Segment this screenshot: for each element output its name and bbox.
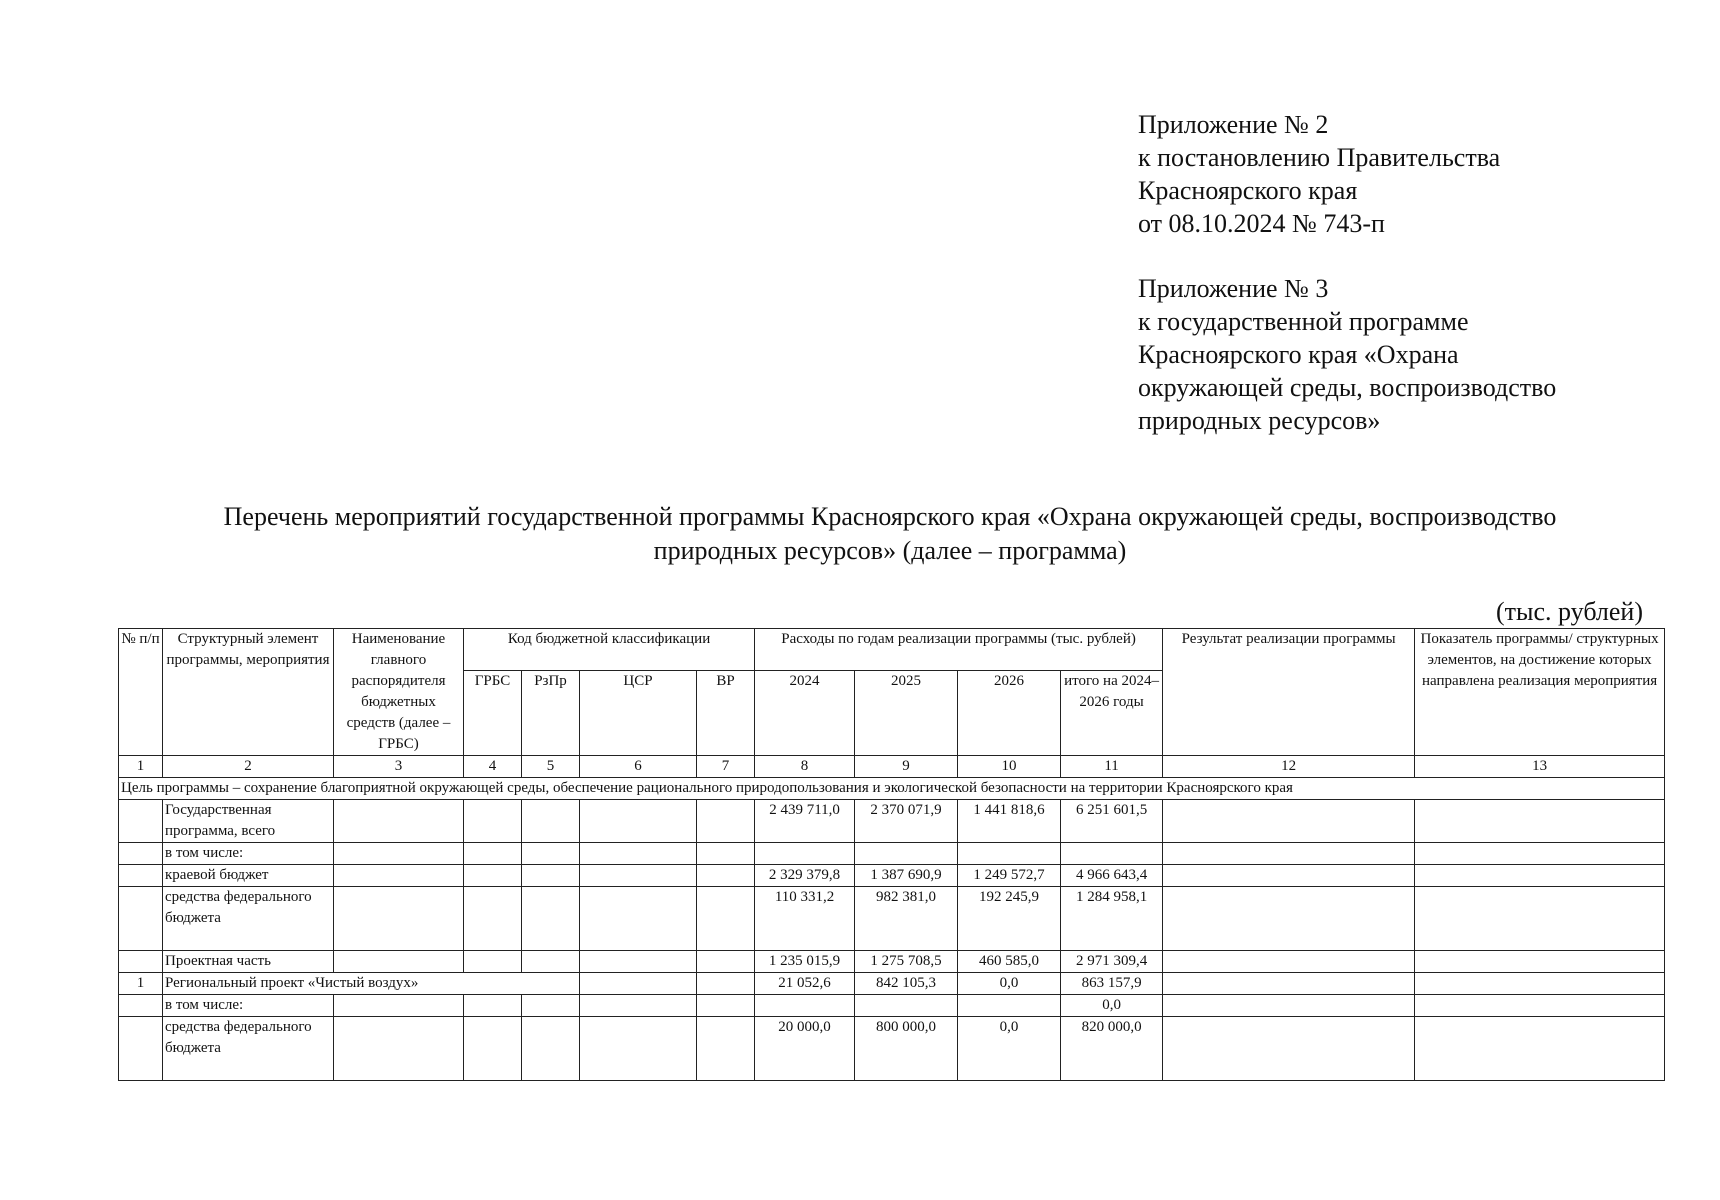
row-2025: 982 381,0 <box>855 887 958 951</box>
program-goal-row <box>119 778 1665 800</box>
annex-2-header <box>1138 108 1500 240</box>
empty-cell <box>697 887 755 951</box>
row-2026 <box>958 995 1061 1017</box>
row-2024: 20 000,0 <box>755 1017 855 1081</box>
empty-cell <box>334 843 464 865</box>
empty-cell <box>522 995 580 1017</box>
column-numbers-row <box>119 756 1665 778</box>
empty-cell <box>1163 995 1415 1017</box>
empty-cell <box>334 1017 464 1081</box>
empty-cell <box>580 1017 697 1081</box>
column-number: 8 <box>755 756 855 778</box>
row-name: средства федерального бюджета <box>163 1017 334 1081</box>
row-2025 <box>855 995 958 1017</box>
column-number: 7 <box>697 756 755 778</box>
row-2026 <box>958 843 1061 865</box>
header-csr: ЦСР <box>580 671 697 756</box>
row-2026: 0,0 <box>958 1017 1061 1081</box>
empty-cell <box>697 1017 755 1081</box>
empty-cell <box>522 865 580 887</box>
empty-cell <box>697 800 755 843</box>
row-no <box>119 800 163 843</box>
row-name: в том числе: <box>163 995 334 1017</box>
empty-cell <box>1415 800 1665 843</box>
annex-line: Приложение № 2 <box>1138 110 1329 139</box>
row-total: 820 000,0 <box>1061 1017 1163 1081</box>
row-2024 <box>755 995 855 1017</box>
column-number: 3 <box>334 756 464 778</box>
row-no <box>119 951 163 973</box>
empty-cell <box>464 951 522 973</box>
document-title <box>120 500 1660 568</box>
header-budget-code: Код бюджетной классификации <box>464 629 755 671</box>
column-number: 5 <box>522 756 580 778</box>
row-total: 2 971 309,4 <box>1061 951 1163 973</box>
empty-cell <box>580 865 697 887</box>
row-no <box>119 1017 163 1081</box>
empty-cell <box>522 800 580 843</box>
row-total <box>1061 843 1163 865</box>
row-2026: 192 245,9 <box>958 887 1061 951</box>
row-2026: 460 585,0 <box>958 951 1061 973</box>
row-total: 1 284 958,1 <box>1061 887 1163 951</box>
row-name: средства федерального бюджета <box>163 887 334 951</box>
row-total: 4 966 643,4 <box>1061 865 1163 887</box>
column-number: 6 <box>580 756 697 778</box>
empty-cell <box>580 995 697 1017</box>
empty-cell <box>697 865 755 887</box>
annex-line: природных ресурсов» <box>1138 406 1381 435</box>
column-number: 10 <box>958 756 1061 778</box>
header-year-2026: 2026 <box>958 671 1061 756</box>
annex-line: к постановлению Правительства <box>1138 143 1501 172</box>
empty-cell <box>464 800 522 843</box>
empty-cell <box>1163 951 1415 973</box>
column-number: 11 <box>1061 756 1163 778</box>
table-row <box>119 887 1665 951</box>
row-total: 0,0 <box>1061 995 1163 1017</box>
empty-cell <box>1163 887 1415 951</box>
header-year-2024: 2024 <box>755 671 855 756</box>
annex-line: от 08.10.2024 № 743-п <box>1138 209 1385 238</box>
row-2025: 1 275 708,5 <box>855 951 958 973</box>
column-number: 9 <box>855 756 958 778</box>
empty-cell <box>580 887 697 951</box>
empty-cell <box>522 1017 580 1081</box>
empty-cell <box>464 1017 522 1081</box>
empty-cell <box>697 843 755 865</box>
row-name: Проектная часть <box>163 951 334 973</box>
row-2024: 2 439 711,0 <box>755 800 855 843</box>
empty-cell <box>464 887 522 951</box>
row-name: Региональный проект «Чистый воздух» <box>163 973 580 995</box>
empty-cell <box>1163 800 1415 843</box>
row-2026: 0,0 <box>958 973 1061 995</box>
empty-cell <box>580 843 697 865</box>
column-number: 13 <box>1415 756 1665 778</box>
empty-cell <box>464 995 522 1017</box>
header-no: № п/п <box>119 629 163 756</box>
row-2025: 800 000,0 <box>855 1017 958 1081</box>
measures-table <box>118 628 1665 1081</box>
column-number: 4 <box>464 756 522 778</box>
header-result: Результат реализации программы <box>1163 629 1415 756</box>
row-2024: 21 052,6 <box>755 973 855 995</box>
empty-cell <box>1415 865 1665 887</box>
row-2024: 110 331,2 <box>755 887 855 951</box>
table-row <box>119 865 1665 887</box>
empty-cell <box>464 843 522 865</box>
annex-line: Красноярского края «Охрана <box>1138 340 1459 369</box>
empty-cell <box>464 865 522 887</box>
row-total: 6 251 601,5 <box>1061 800 1163 843</box>
row-name: в том числе: <box>163 843 334 865</box>
row-2024: 2 329 379,8 <box>755 865 855 887</box>
row-2025: 2 370 071,9 <box>855 800 958 843</box>
program-goal: Цель программы – сохранение благоприятной окружающей среды, обеспечение рационального природопользования и экологической безопасности на территории Красноярского края <box>119 778 1665 800</box>
row-no <box>119 887 163 951</box>
header-rzpr: РзПр <box>522 671 580 756</box>
table-row <box>119 843 1665 865</box>
units-label: (тыс. рублей) <box>1495 597 1643 626</box>
empty-cell <box>1163 1017 1415 1081</box>
annex-line: к государственной программе <box>1138 307 1469 336</box>
empty-cell <box>580 951 697 973</box>
header-indicator: Показатель программы/ структурных элементов, на достижение которых направлена реализация мероприятия <box>1415 629 1665 756</box>
table-row <box>119 951 1665 973</box>
row-2024 <box>755 843 855 865</box>
row-2025 <box>855 843 958 865</box>
row-name: Государственная программа, всего <box>163 800 334 843</box>
column-number: 1 <box>119 756 163 778</box>
empty-cell <box>522 887 580 951</box>
empty-cell <box>1163 973 1415 995</box>
column-number: 12 <box>1163 756 1415 778</box>
row-no <box>119 865 163 887</box>
header-expenses: Расходы по годам реализации программы (тыс. рублей) <box>755 629 1163 671</box>
table-row <box>119 973 1665 995</box>
empty-cell <box>334 995 464 1017</box>
empty-cell <box>697 973 755 995</box>
annex-3-header <box>1138 272 1556 437</box>
empty-cell <box>1415 995 1665 1017</box>
column-number: 2 <box>163 756 334 778</box>
empty-cell <box>697 951 755 973</box>
annex-line: Красноярского края <box>1138 176 1358 205</box>
empty-cell <box>334 865 464 887</box>
header-total: итого на 2024–2026 годы <box>1061 671 1163 756</box>
row-name: краевой бюджет <box>163 865 334 887</box>
row-total: 863 157,9 <box>1061 973 1163 995</box>
header-grbs: ГРБС <box>464 671 522 756</box>
empty-cell <box>1415 1017 1665 1081</box>
document-title-line-2: природных ресурсов» (далее – программа) <box>653 536 1127 565</box>
empty-cell <box>334 887 464 951</box>
empty-cell <box>580 800 697 843</box>
empty-cell <box>334 951 464 973</box>
annex-line: Приложение № 3 <box>1138 274 1329 303</box>
header-vr: ВР <box>697 671 755 756</box>
document-title-line-1: Перечень мероприятий государственной программы Красноярского края «Охрана окружающей среды, воспроизводство <box>223 502 1557 531</box>
empty-cell <box>1415 887 1665 951</box>
empty-cell <box>522 843 580 865</box>
row-no <box>119 995 163 1017</box>
empty-cell <box>1415 843 1665 865</box>
empty-cell <box>1163 843 1415 865</box>
row-2025: 842 105,3 <box>855 973 958 995</box>
header-year-2025: 2025 <box>855 671 958 756</box>
row-2024: 1 235 015,9 <box>755 951 855 973</box>
row-no: 1 <box>119 973 163 995</box>
annex-line: окружающей среды, воспроизводство <box>1138 373 1557 402</box>
empty-cell <box>522 951 580 973</box>
empty-cell <box>334 800 464 843</box>
empty-cell <box>697 995 755 1017</box>
empty-cell <box>1415 951 1665 973</box>
empty-cell <box>1415 973 1665 995</box>
table-row <box>119 995 1665 1017</box>
row-2026: 1 249 572,7 <box>958 865 1061 887</box>
header-element: Структурный элемент программы, мероприятия <box>163 629 334 756</box>
row-2026: 1 441 818,6 <box>958 800 1061 843</box>
header-grbs-name: Наименование главного распорядителя бюджетных средств (далее – ГРБС) <box>334 629 464 756</box>
table-row <box>119 1017 1665 1081</box>
empty-cell <box>1163 865 1415 887</box>
empty-cell <box>580 973 697 995</box>
row-2025: 1 387 690,9 <box>855 865 958 887</box>
table-row <box>119 800 1665 843</box>
row-no <box>119 843 163 865</box>
